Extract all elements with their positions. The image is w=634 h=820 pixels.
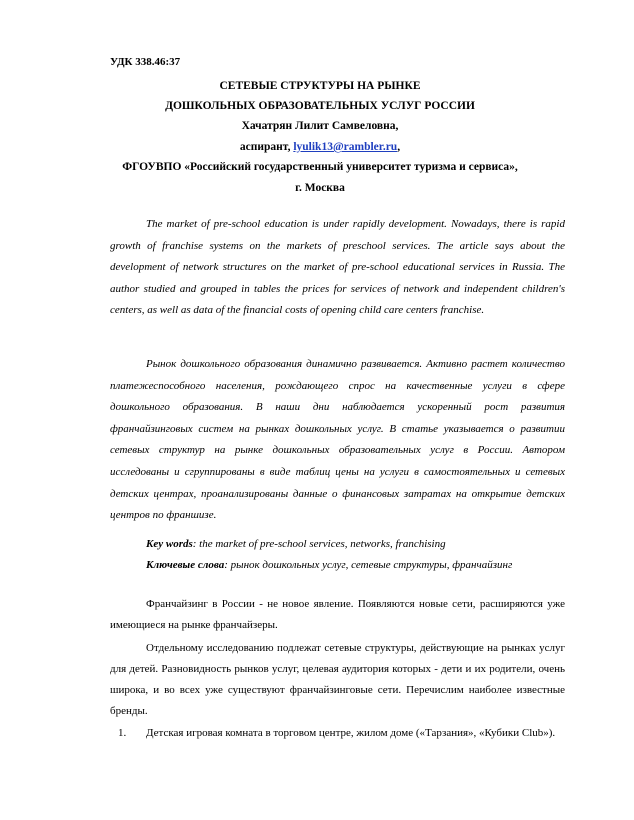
keywords-english bbox=[146, 538, 446, 550]
keywords-en-text: : the market of pre-school services, networks, franchising bbox=[192, 538, 446, 550]
body-paragraph-2: Отдельному исследованию подлежат сетевые структуры, действующие на рынках услуг для детей. Разновидность рынков услуг, целевая аудитория которых - дети и их родители, очень широка, и во всех уже существуют франчайзинговые сети. Перечислим наиболее известные бренды. bbox=[110, 642, 565, 717]
abstract-russian: Рынок дошкольного образования динамично развивается. Активно растет количество платежеспособного населения, рождающего спрос на качественные услуги в сфере дошкольного образования. В наши дни наблюдается ускоренный рост развития франчайзинговых систем на рынках дошкольных услуг. В статье указывается о развитии сетевых структур на рынке дошкольных образовательных услуг в России. Автором исследованы и сгруппированы в виде таблиц цены на услуги в самостоятельных и сетевых детских центрах, проанализированы данные о финансовых затратах на открытие детских центров по франшизе. bbox=[110, 358, 565, 522]
author-name: Хачатрян Лилит Самвеловна, bbox=[241, 120, 399, 132]
role-prefix: аспирант, bbox=[239, 141, 294, 153]
list-item-number: 1. bbox=[118, 727, 127, 739]
author-role bbox=[100, 141, 540, 153]
organization: ФГОУВПО «Российский государственный университет туризма и сервиса», bbox=[122, 161, 518, 173]
title-line-2: ДОШКОЛЬНЫХ ОБРАЗОВАТЕЛЬНЫХ УСЛУГ РОССИИ bbox=[165, 100, 475, 112]
role-suffix: , bbox=[397, 141, 401, 153]
keywords-ru-text: : рынок дошкольных услуг, сетевые структуры, франчайзинг bbox=[224, 559, 513, 571]
abstract-english: The market of pre-school education is under rapidly development. Nowadays, there is rapid growth of franchise systems on the markets of preschool services. The article says about the development of network structures on the market of pre-school educational services in Russia. The author studied and grouped in tables the prices for services of network and independent children's centers, as well as data of the financial costs of opening child care centers franchise. bbox=[110, 218, 565, 317]
body-paragraph-1: Франчайзинг в России - не новое явление. Появляются новые сети, расширяются уже имеющиеся на рынке франчайзеры. bbox=[110, 598, 565, 631]
title-line-1: СЕТЕВЫЕ СТРУКТУРЫ НА РЫНКЕ bbox=[219, 80, 421, 92]
list-item-text: Детская игровая комната в торговом центре, жилом доме («Тарзания», «Кубики Club»). bbox=[146, 727, 556, 739]
udk-code: УДК 338.46:37 bbox=[110, 56, 181, 68]
keywords-en-label: Key words bbox=[146, 538, 193, 550]
keywords-russian bbox=[146, 559, 512, 571]
keywords-ru-label: Ключевые слова bbox=[146, 559, 225, 571]
city: г. Москва bbox=[295, 182, 345, 194]
author-email-link[interactable]: lyulik13@rambler.ru bbox=[293, 141, 398, 153]
